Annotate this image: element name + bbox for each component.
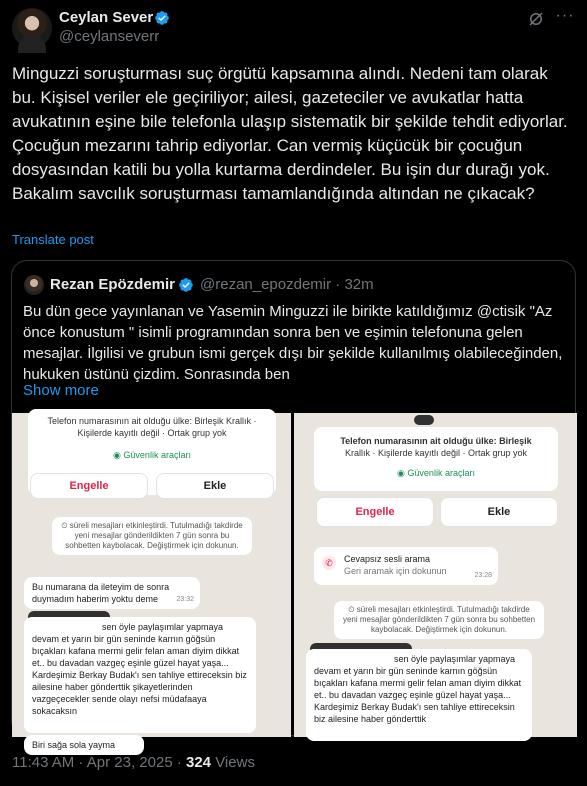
system-message-text: süreli mesajları etkinleştirdi. Tutulmadığı takdirde yeni mesajlar gönderildikten 7 gün sonra bu sohbetten kaybolacak. Değiştirmek için dokunun. xyxy=(342,605,536,634)
add-button: Ekle xyxy=(440,497,558,527)
views-label: Views xyxy=(211,754,255,771)
disappearing-messages-notice xyxy=(52,517,252,555)
missed-call-message xyxy=(314,547,498,585)
chat-message xyxy=(306,649,532,741)
whatsapp-screenshot-right[interactable] xyxy=(294,413,577,737)
missed-call-subtitle: Geri aramak için dokunun xyxy=(344,566,447,576)
quote-author-handle-time: @rezan_epozdemir · 32m xyxy=(200,276,374,293)
shield-icon: ◉ xyxy=(113,450,121,460)
timer-icon: ⏲ xyxy=(348,605,357,614)
contact-info-line: Krallık · Kişilerde kayıtlı değil · Ortak grup yok xyxy=(344,448,528,458)
timer-icon: ⏲ xyxy=(61,521,70,530)
verified-badge-icon xyxy=(178,277,194,293)
security-tools-link: Güvenlik araçları xyxy=(407,468,475,478)
grok-icon[interactable] xyxy=(527,10,545,28)
tweet-text: Minguzzi soruşturması suç örgütü kapsamına alındı. Nedeni tam olarak bu. Kişisel veriler ele geçiriliyor; ailesi, gazeteciler ve avukatlar hatta avukatının eşine bile telefonla ulaşıp sistematik bir şekilde tehdit ediyorlar. Çocuğun mezarını tahrip ediyorlar. Can vermiş küçücük bir çocuğun dosyasından katili bu yolla kurtarma derdindeler. Bu işin dur durağı yok. Bakalım savcılık soruşturması tamamlandığında altından ne çıkacak? xyxy=(12,64,573,203)
contact-info-line: Kişilerde kayıtlı değil · Ortak grup yok xyxy=(77,428,227,438)
block-button: Engelle xyxy=(30,473,148,499)
chat-message-text: sen öyle paylaşımlar yapmaya devam et yarın bir gün seninde karnın göğsün bıçakları kafana mermi gelir felan aman diyim dikkat et.. bu davadan vazgeç eşinle güzel hayat yaşa... Kardeşimiz Berkay Budak'ı sen tahliye ettireceksin biz ailesine haber gönderttik şikayetlerinden vazgeçecekler sende olayı nefsi müdafaaya sokacaksın xyxy=(32,622,247,716)
more-dots-icon[interactable]: ··· xyxy=(555,7,575,24)
show-more-link[interactable]: Show more xyxy=(23,382,99,399)
chat-message xyxy=(24,577,200,609)
author-name[interactable]: Ceylan Sever xyxy=(59,9,154,26)
chat-message xyxy=(24,735,144,755)
tweet-header xyxy=(12,6,575,50)
contact-info-line: Telefon numarasının ait olduğu ülke: Birleşik xyxy=(340,436,532,446)
tweet-timestamp[interactable]: 11:43 AM · Apr 23, 2025 · xyxy=(12,754,186,771)
system-message-text: süreli mesajları etkinleştirdi. Tutulmadığı takdirde yeni mesajlar gönderildikten 7 gün sonra bu sohbetten kaybolacak. Değiştirmek için dokunun. xyxy=(65,521,243,550)
contact-info-card xyxy=(314,427,558,491)
shield-icon: ◉ xyxy=(397,468,405,478)
author-handle[interactable]: @ceylanseverr xyxy=(59,28,160,45)
missed-call-time: 23:28 xyxy=(474,572,492,579)
author-avatar[interactable] xyxy=(12,8,52,48)
quote-text: Bu dün gece yayınlanan ve Yasemin Minguzzi ile birikte katıldığımız @ctisik "Az önce konustum " isimli programından sonra ben ve eşimin telefonuna gelen mesajlar. İlgilisi ve grubun ismi gerçek dışı bir şekilde kullanılmış olabileceğinden, hukuken üstünü çizdim. Sonrasında ben xyxy=(23,303,563,383)
chat-message-text: Bu numarana da ileteyim de sonra duymadım haberim yoktu deme xyxy=(32,582,170,604)
chat-message-text: sen öyle paylaşımlar yapmaya devam et yarın bir gün seninde karnın göğsün bıçakları kafana mermi gelir felan aman diyim dikkat et.. bu davadan vazgeç eşinle güzel hayat yaşa... Kardeşimiz Berkay Budak'ı sen tahliye ettireceksin biz ailesine haber gönderttik xyxy=(314,654,522,724)
views-count: 324 xyxy=(186,754,212,771)
chat-message xyxy=(24,617,256,733)
security-tools-row xyxy=(28,449,276,461)
block-button: Engelle xyxy=(316,497,434,527)
redaction-scribble xyxy=(414,415,434,425)
translate-post-link[interactable]: Translate post xyxy=(12,232,94,247)
quote-author-avatar[interactable] xyxy=(24,275,44,295)
add-button: Ekle xyxy=(156,473,274,499)
chat-message-time: 23:32 xyxy=(176,596,194,603)
disappearing-messages-notice xyxy=(334,601,544,639)
missed-call-icon: ✆ xyxy=(322,556,336,570)
quoted-tweet[interactable] xyxy=(11,260,576,750)
tweet-meta xyxy=(12,754,255,771)
whatsapp-screenshot-left[interactable] xyxy=(12,413,291,750)
chat-message-text: Biri sağa sola yayma xyxy=(32,740,116,750)
verified-badge-icon xyxy=(154,10,170,26)
quote-author-name[interactable]: Rezan Epözdemir xyxy=(50,276,176,293)
security-tools-link: Güvenlik araçları xyxy=(123,450,191,460)
security-tools-row xyxy=(314,467,558,479)
missed-call-title: Cevapsız sesli arama xyxy=(344,554,431,564)
contact-info-line: Telefon numarasının ait olduğu ülke: Birleşik Krallık · xyxy=(47,416,257,426)
